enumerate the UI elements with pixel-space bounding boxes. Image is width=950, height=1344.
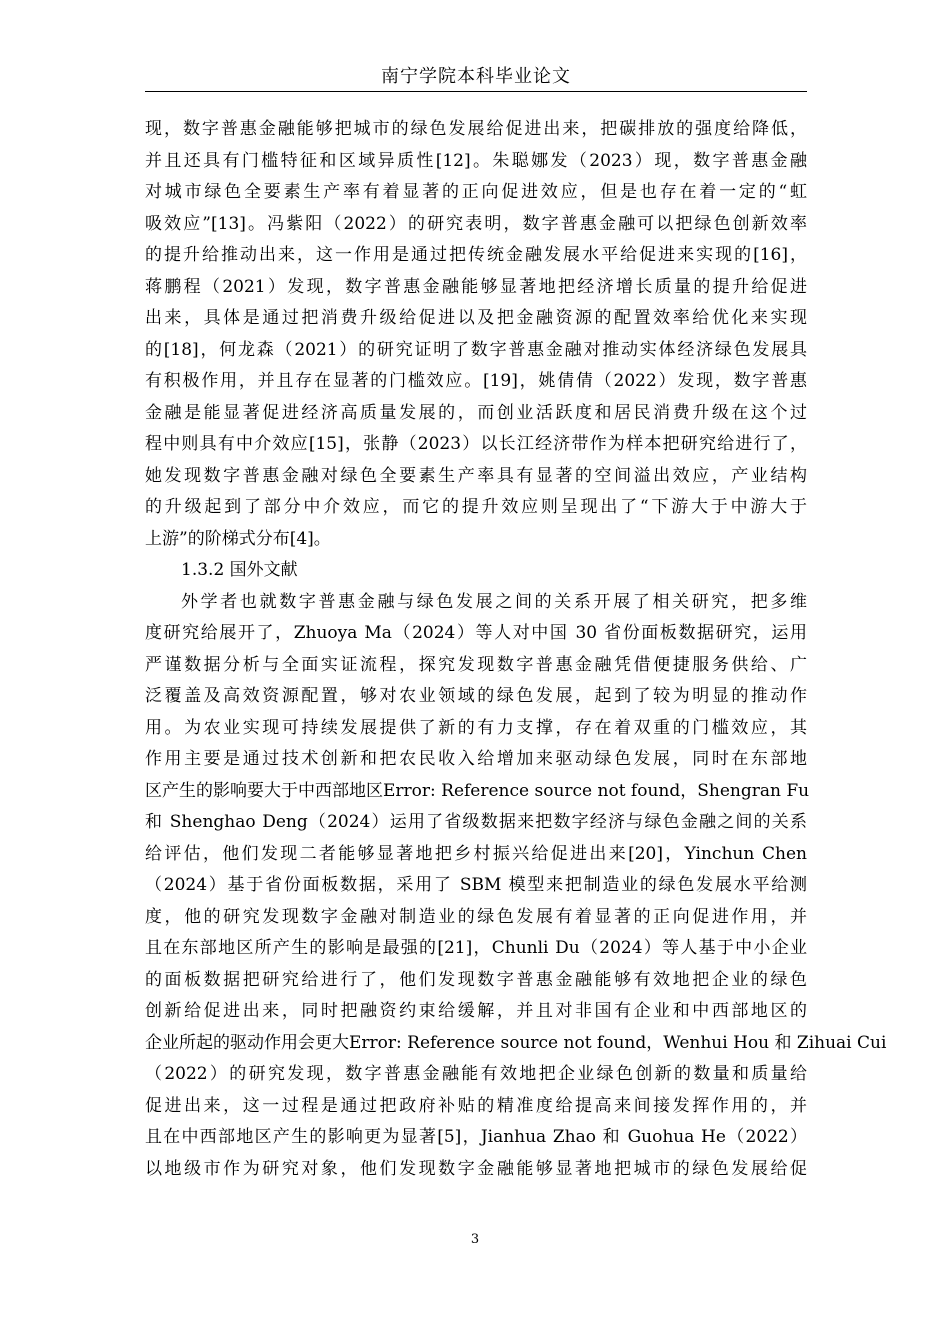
text-line: 促进出来，这一过程是通过把政府补贴的精准度给提高来间接发挥作用的，并 — [145, 1095, 807, 1116]
text-line: 的提升给推动出来，这一作用是通过把传统金融发展水平给促进来实现的[16]， — [145, 245, 807, 265]
text-line: 金融是能显著促进经济高质量发展的，而创业活跃度和居民消费升级在这个过 — [145, 402, 807, 423]
text-line: 并且还具有门槛特征和区域异质性[12]。朱聪娜发（2023）现，数字普惠金融 — [145, 150, 807, 171]
text-line: 现，数字普惠金融能够把城市的绿色发展给促进出来，把碳排放的强度给降低， — [145, 119, 807, 139]
text-line: 外学者也就数字普惠金融与绿色发展之间的关系开展了相关研究，把多维 — [181, 591, 807, 612]
text-line: 企业所起的驱动作用会更大Error: Reference source not found，Wenhui Hou 和 Zihuai Cui — [145, 1032, 887, 1053]
text-line: 对城市绿色全要素生产率有着显著的正向促进效应，但是也存在着一定的“虹 — [145, 182, 807, 202]
section-heading: 1.3.2 国外文献 — [181, 560, 298, 580]
text-line: （2022）的研究发现，数字普惠金融能有效地把企业绿色创新的数量和质量给 — [145, 1064, 807, 1084]
text-line: 以地级市作为研究对象，他们发现数字金融能够显著地把城市的绿色发展给促 — [145, 1158, 807, 1179]
text-line: 蒋鹏程（2021）发现，数字普惠金融能够显著地把经济增长质量的提升给促进 — [145, 276, 807, 297]
text-line: 区产生的影响要大于中西部地区Error: Reference source not found，Shengran Fu — [145, 780, 810, 801]
running-header: 南宁学院本科毕业论文 — [381, 66, 571, 87]
body-text — [145, 114, 887, 1185]
page-number: 3 — [470, 1232, 480, 1247]
text-line: 的升级起到了部分中介效应，而它的提升效应则呈现出了“下游大于中游大于 — [145, 497, 807, 517]
text-line: 她发现数字普惠金融对绿色全要素生产率具有显著的空间溢出效应，产业结构 — [145, 465, 807, 486]
text-line: 上游”的阶梯式分布[4]。 — [145, 528, 331, 549]
text-line: 程中则具有中介效应[15]，张静（2023）以长江经济带作为样本把研究给进行了， — [145, 434, 807, 454]
text-line: 度，他的研究发现数字金融对制造业的绿色发展有着显著的正向促进作用，并 — [145, 906, 807, 927]
text-line: 泛覆盖及高效资源配置，够对农业领域的绿色发展，起到了较为明显的推动作 — [145, 686, 807, 706]
text-line: 吸效应”[13]。冯紫阳（2022）的研究表明，数字普惠金融可以把绿色创新效率 — [145, 213, 807, 234]
text-line: 出来，具体是通过把消费升级给促进以及把金融资源的配置效率给优化来实现 — [145, 308, 807, 328]
text-line: 用。为农业实现可持续发展提供了新的有力支撑，存在着双重的门槛效应，其 — [145, 717, 807, 738]
header-rule — [145, 91, 807, 92]
text-line: 和 Shenghao Deng（2024）运用了省级数据来把数字经济与绿色金融之间的关系 — [145, 812, 807, 832]
text-line: 的面板数据把研究给进行了，他们发现数字普惠金融能够有效地把企业的绿色 — [145, 969, 807, 990]
text-line: 严谨数据分析与全面实证流程，探究发现数字普惠金融凭借便捷服务供给、广 — [145, 654, 807, 675]
text-line: 有积极作用，并且存在显著的门槛效应。[19]，姚倩倩（2022）发现，数字普惠 — [145, 371, 807, 391]
text-line: 且在中西部地区产生的影响更为显著[5]，Jianhua Zhao 和 Guohua He（2022） — [145, 1127, 807, 1147]
text-line: 创新给促进出来，同时把融资约束给缓解，并且对非国有企业和中西部地区的 — [145, 1001, 807, 1021]
text-line: 且在东部地区所产生的影响是最强的[21]，Chunli Du（2024）等人基于中小企业 — [145, 938, 807, 958]
text-line: 给评估，他们发现二者能够显著地把乡村振兴给促进出来[20]，Yinchun Chen — [145, 843, 807, 864]
text-line: （2024）基于省份面板数据，采用了 SBM 模型来把制造业的绿色发展水平给测 — [145, 875, 807, 895]
text-line: 作用主要是通过技术创新和把农民收入给增加来驱动绿色发展，同时在东部地 — [145, 749, 807, 769]
text-line: 的[18]，何龙森（2021）的研究证明了数字普惠金融对推动实体经济绿色发展具 — [145, 339, 807, 360]
text-line: 度研究给展开了，Zhuoya Ma（2024）等人对中国 30 省份面板数据研究，运用 — [145, 623, 807, 643]
